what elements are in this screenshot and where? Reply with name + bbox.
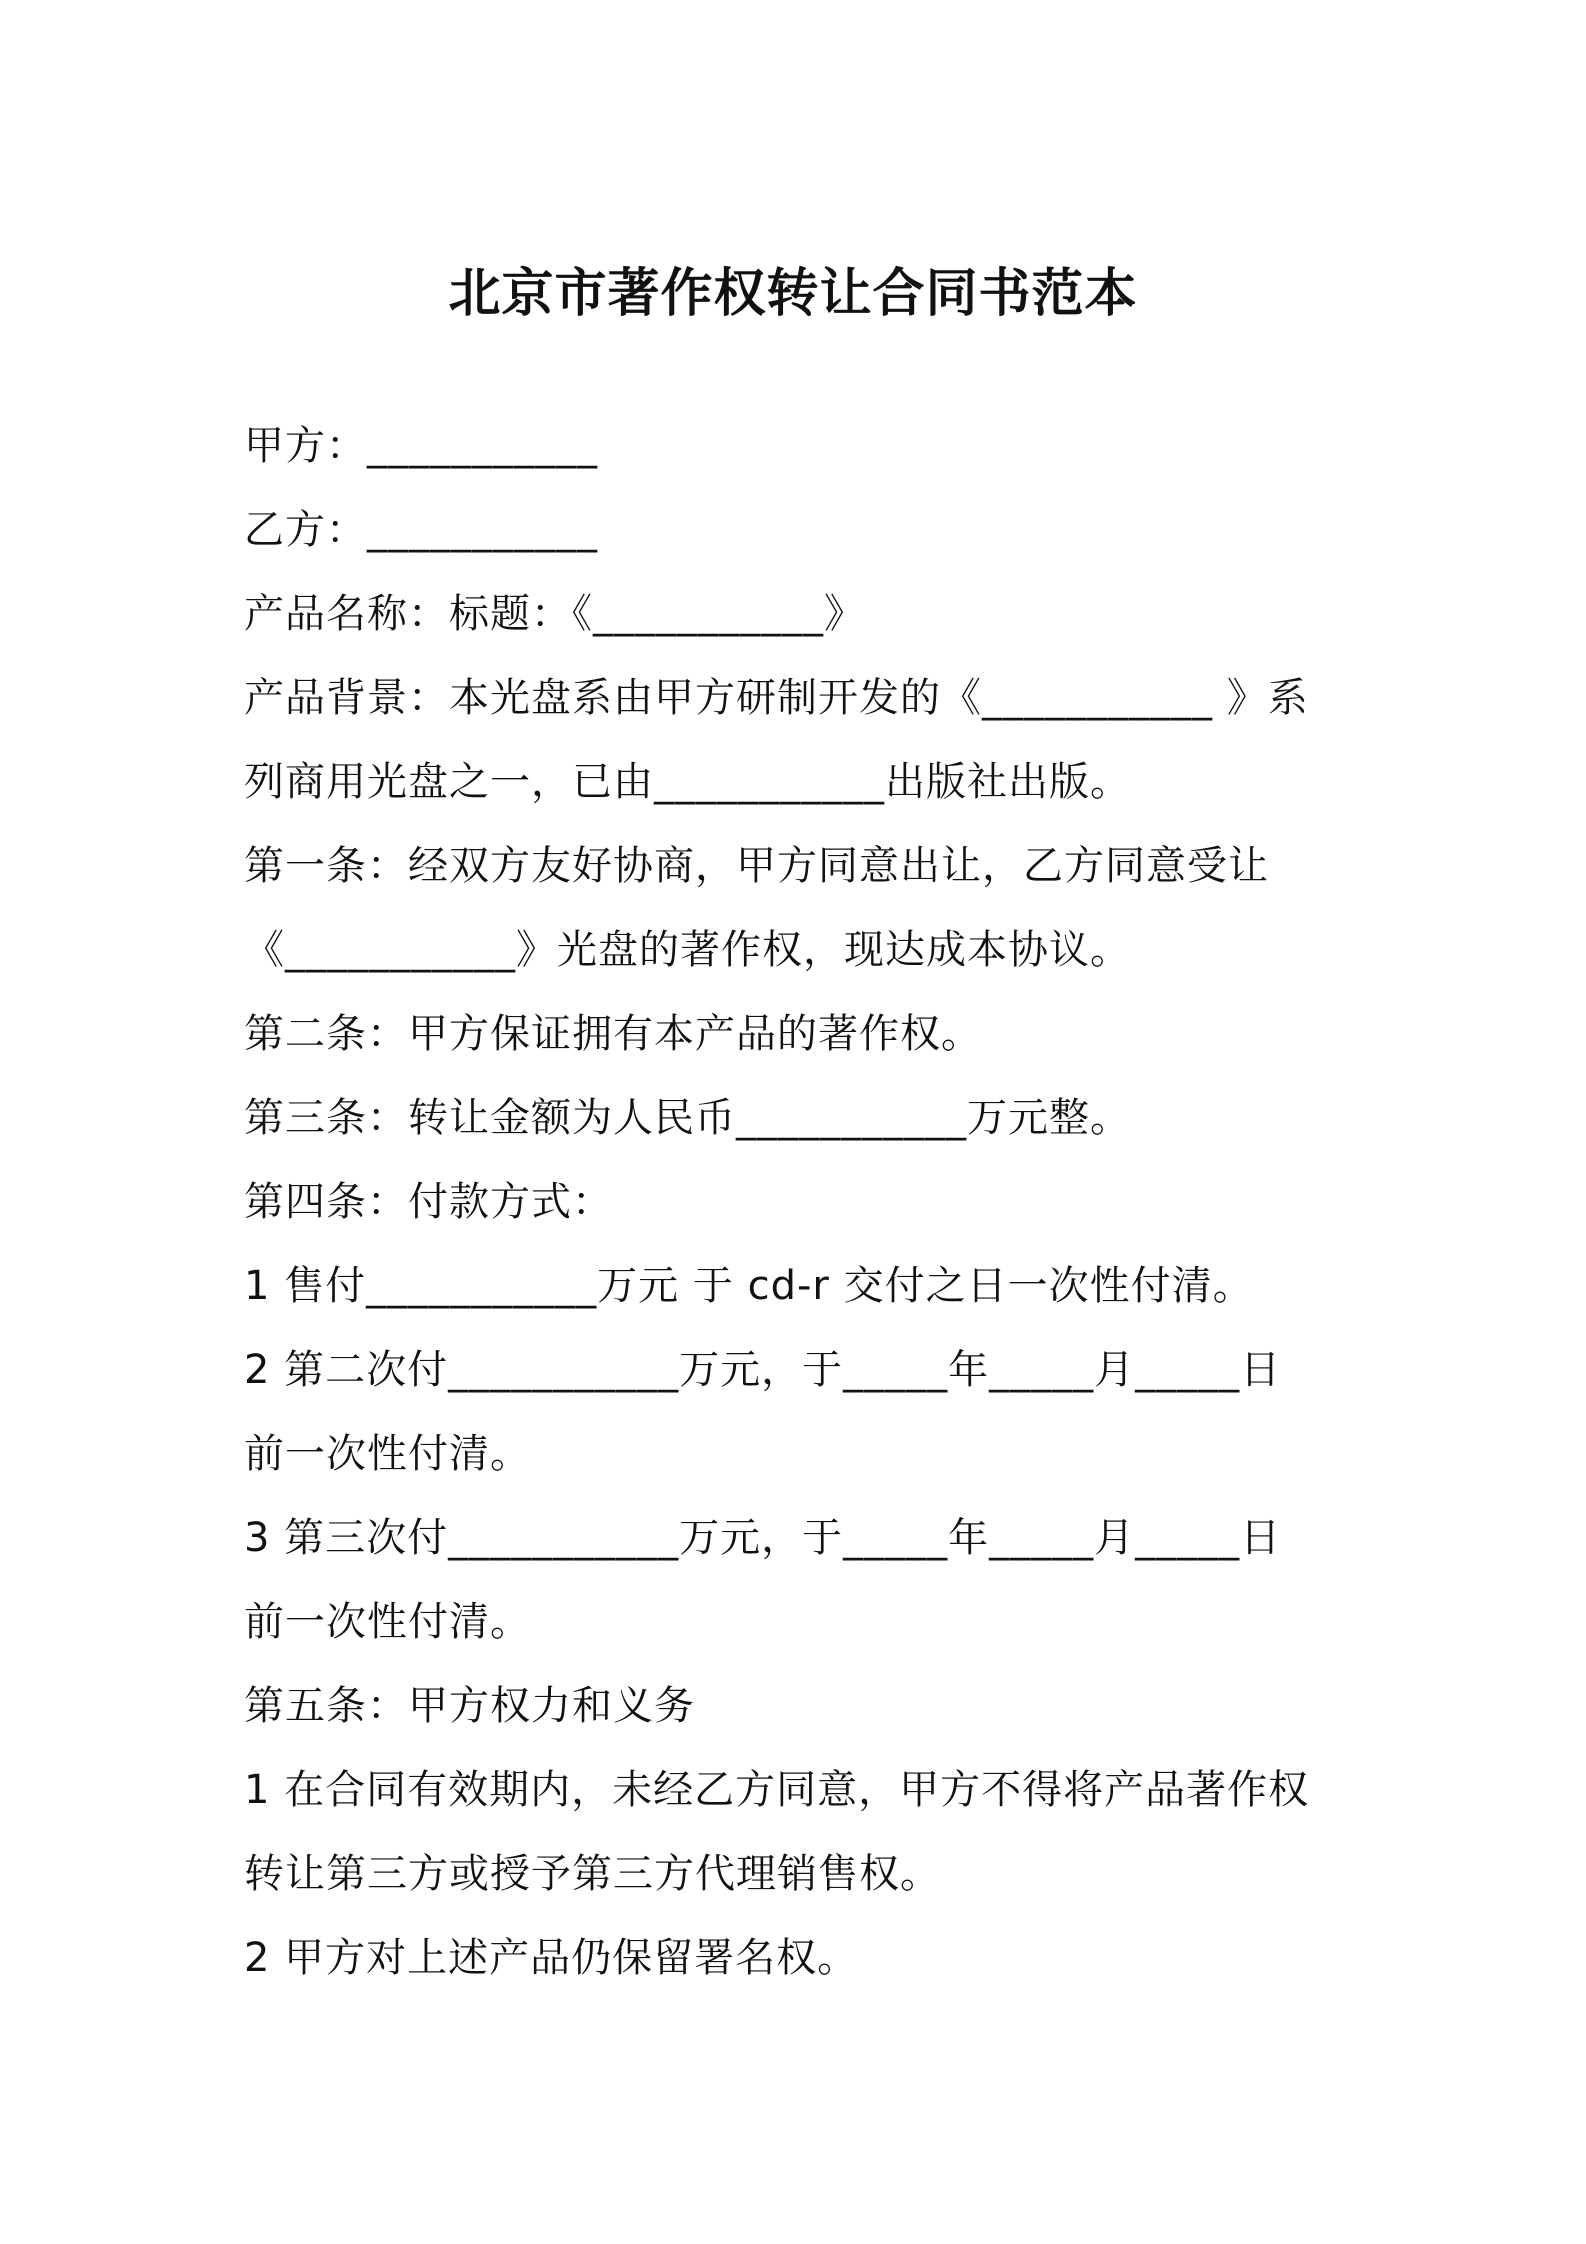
article-2-line: 第二条：甲方保证拥有本产品的著作权。 (244, 1011, 982, 1057)
payment-item-2: 2 第二次付___________万元，于_____年_____月_____日 (244, 1347, 1282, 1393)
payment-item-2: 前一次性付清。 (244, 1431, 531, 1477)
article-3-line: 第三条：转让金额为人民币___________万元整。 (244, 1095, 1131, 1141)
payment-item-3: 前一次性付清。 (244, 1599, 531, 1645)
article-5-item-1: 转让第三方或授予第三方代理销售权。 (244, 1851, 941, 1897)
product-background-line: 列商用光盘之一，已由___________出版社出版。 (244, 759, 1131, 805)
article-5-line: 第五条：甲方权力和义务 (244, 1683, 695, 1729)
payment-item-3: 3 第三次付___________万元，于_____年_____月_____日 (244, 1515, 1282, 1561)
product-background-line: 产品背景：本光盘系由甲方研制开发的《___________ 》系 (244, 675, 1309, 721)
document-body (244, 404, 1354, 2000)
article-1-line: 《___________》光盘的著作权，现达成本协议。 (244, 927, 1131, 973)
article-4-line: 第四条：付款方式： (244, 1179, 613, 1225)
party-b-line: 乙方：___________ (244, 507, 598, 553)
article-1-line: 第一条：经双方友好协商，甲方同意出让，乙方同意受让 (244, 843, 1269, 889)
article-5-item-2: 2 甲方对上述产品仍保留署名权。 (244, 1935, 859, 1981)
payment-item-1: 1 售付___________万元 于 cd-r 交付之日一次性付清。 (244, 1263, 1254, 1309)
article-5-item-1: 1 在合同有效期内，未经乙方同意，甲方不得将产品著作权 (244, 1767, 1310, 1813)
party-a-line: 甲方：___________ (244, 423, 598, 469)
document-title: 北京市著作权转让合同书范本 (448, 264, 1138, 324)
product-name-line: 产品名称：标题：《___________》 (244, 591, 865, 637)
